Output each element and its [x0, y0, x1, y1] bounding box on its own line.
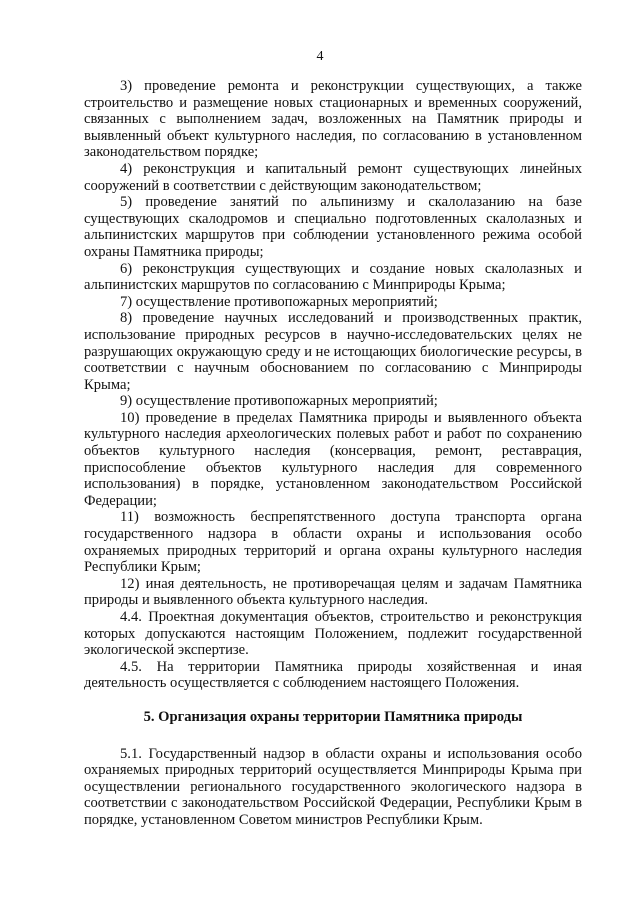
paragraph-item-4: 4) реконструкция и капитальный ремонт существующих линейных сооружений в соответствии с действующим законодательством;: [84, 160, 582, 194]
document-body: [84, 78, 582, 829]
paragraph-4-4: 4.4. Проектная документация объектов, строительство и реконструкция которых допускаются настоящим Положением, подлежит государственной экологической экспертизе.: [84, 609, 582, 659]
paragraph-4-5: 4.5. На территории Памятника природы хозяйственная и иная деятельность осуществляется с соблюдением настоящего Положения.: [84, 658, 582, 692]
paragraph-item-10: 10) проведение в пределах Памятника природы и выявленного объекта культурного наследия археологических полевых работ и работ по сохранению объектов культурного наследия (консервация, ремонт, реставрация, приспособление объектов культурного наследия для современного использования) в порядке, установленном законодательством Российской Федерации;: [84, 409, 582, 509]
paragraph-item-9: 9) осуществление противопожарных мероприятий;: [120, 393, 438, 410]
page-number: 4: [316, 49, 324, 64]
paragraph-item-7: 7) осуществление противопожарных мероприятий;: [120, 293, 438, 310]
section-heading: 5. Организация охраны территории Памятника природы: [143, 708, 523, 725]
paragraph-item-12: 12) иная деятельность, не противоречащая целям и задачам Памятника природы и выявленного объекта культурного наследия.: [84, 575, 582, 609]
paragraph-item-3: 3) проведение ремонта и реконструкции существующих, а также строительство и размещение новых стационарных и временных сооружений, связанных с выполнением задач, возложенных на Памятник природы и выявленный объект культурного наследия, по согласованию в установленном законодательством порядке;: [84, 78, 582, 161]
paragraph-item-5: 5) проведение занятий по альпинизму и скалолазанию на базе существующих скалодромов и специально подготовленных скалолазных и альпинистских маршрутов при соблюдении установленного режима особой охраны Памятника природы;: [84, 194, 582, 260]
paragraph-item-8: 8) проведение научных исследований и производственных практик, использование природных ресурсов в научно-исследовательских целях не разрушающих окружающую среду и не истощающих биологические ресурсы, в соответствии с научным обоснованием по согласованию с Минприроды Крыма;: [84, 310, 582, 393]
paragraph-item-11: 11) возможность беспрепятственного доступа транспорта органа государственного надзора в области охраны и использования особо охраняемых природных территорий и органа охраны культурного наследия Республики Крым;: [84, 509, 582, 576]
paragraph-5-1: 5.1. Государственный надзор в области охраны и использования особо охраняемых природных территорий осуществляется Минприроды Крыма при осуществлении регионального государственного экологического надзора в соответствии с законодательством Российской Федерации, Республики Крым в порядке, установленном Советом министров Республики Крым.: [84, 745, 582, 828]
paragraph-item-6: 6) реконструкция существующих и создание новых скалолазных и альпинистских маршрутов по согласованию с Минприроды Крыма;: [84, 260, 582, 294]
